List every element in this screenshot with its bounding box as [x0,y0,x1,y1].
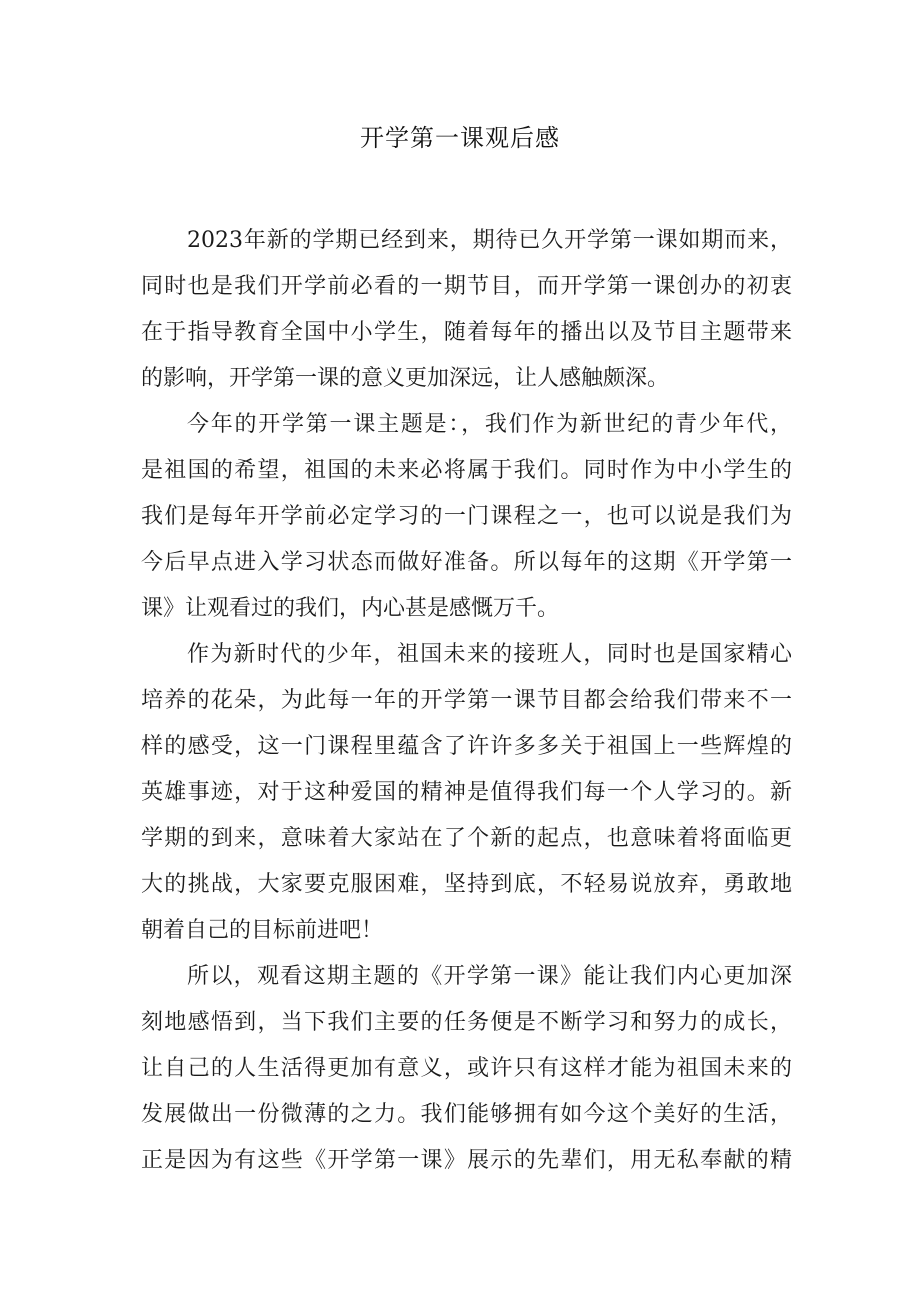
text-line: 所以，观看这期主题的《开学第一课》能让我们内心更加深 [187,964,792,989]
text-line: 样的感受，这一门课程里蕴含了许许多多关于祖国上一些辉煌的 [141,734,792,759]
text-line: 课》让观看过的我们，内心甚是感慨万千。 [141,596,560,621]
text-line: 是祖国的希望，祖国的未来必将属于我们。同时作为中小学生的 [141,458,792,483]
text-line: 的影响，开学第一课的意义更加深远，让人感触颇深。 [141,366,670,391]
text-line: 刻地感悟到，当下我们主要的任务便是不断学习和努力的成长， [141,1010,792,1035]
text-line: 今后早点进入学习状态而做好准备。所以每年的这期《开学第一 [141,550,792,575]
text-line: 同时也是我们开学前必看的一期节目，而开学第一课创办的初衷 [141,274,792,299]
text-line: 学期的到来，意味着大家站在了个新的起点，也意味着将面临更 [141,826,792,851]
text-line: 2023年新的学期已经到来，期待已久开学第一课如期而来， [187,228,792,253]
text-line: 我们是每年开学前必定学习的一门课程之一，也可以说是我们为 [141,504,792,529]
text-line: 培养的花朵，为此每一年的开学第一课节目都会给我们带来不一 [141,688,792,713]
text-line: 让自己的人生活得更加有意义，或许只有这样才能为祖国未来的 [141,1056,792,1081]
text-line: 发展做出一份微薄的之力。我们能够拥有如今这个美好的生活， [141,1102,792,1127]
text-line: 今年的开学第一课主题是：，我们作为新世纪的青少年代， [187,412,792,437]
document-title: 开学第一课观后感 [360,124,560,152]
document-body [141,218,792,1184]
text-line: 英雄事迹，对于这种爱国的精神是值得我们每一个人学习的。新 [141,780,792,805]
text-line: 作为新时代的少年，祖国未来的接班人，同时也是国家精心 [187,642,792,667]
text-line: 朝着自己的目标前进吧！ [141,918,384,943]
text-line: 在于指导教育全国中小学生，随着每年的播出以及节目主题带来 [141,320,792,345]
text-line: 正是因为有这些《开学第一课》展示的先辈们，用无私奉献的精 [141,1148,792,1173]
text-line: 大的挑战，大家要克服困难，坚持到底，不轻易说放弃，勇敢地 [141,872,792,897]
